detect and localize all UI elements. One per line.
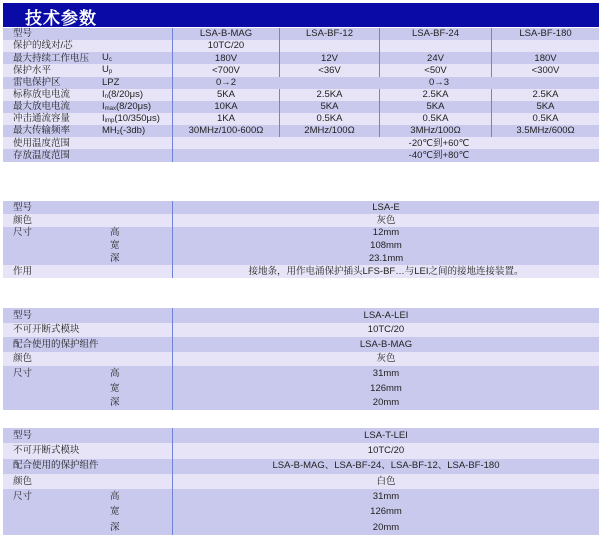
value-cell bbox=[172, 489, 599, 504]
value-cell bbox=[491, 101, 599, 113]
value-cell bbox=[491, 125, 599, 137]
value-cell bbox=[172, 125, 279, 137]
model-header bbox=[379, 28, 491, 40]
value-text: 灰色 bbox=[376, 353, 396, 365]
value-cell bbox=[172, 52, 279, 64]
value-cell bbox=[172, 77, 279, 89]
row-label: 型号 bbox=[13, 429, 33, 441]
value-text: 12mm bbox=[372, 227, 400, 239]
value-cell bbox=[172, 89, 279, 101]
product-table-lsa-e bbox=[3, 201, 599, 278]
value-cell bbox=[379, 64, 491, 76]
row-sublabel: 深 bbox=[110, 253, 120, 265]
value-cell bbox=[172, 520, 599, 535]
model-header bbox=[279, 28, 379, 40]
table-row bbox=[3, 352, 599, 367]
value-text: 白色 bbox=[376, 475, 396, 487]
value-text: 12V bbox=[321, 52, 338, 64]
model-header bbox=[491, 28, 599, 40]
value-cell bbox=[172, 323, 599, 338]
value-cell bbox=[172, 214, 599, 227]
section-header bbox=[3, 3, 599, 27]
value-cell bbox=[172, 113, 279, 125]
value-cell bbox=[379, 125, 491, 137]
value-text: 灰色 bbox=[376, 214, 396, 226]
value-text: 5KA bbox=[426, 101, 445, 113]
value-text: <36V bbox=[318, 64, 341, 76]
value-cell bbox=[172, 201, 599, 214]
value-text: 30MHz/100-600Ω bbox=[188, 125, 264, 137]
value-text: LSA-T-LEI bbox=[364, 429, 408, 441]
value-cell bbox=[379, 113, 491, 125]
table-row bbox=[3, 40, 599, 52]
value-cell bbox=[491, 64, 599, 76]
table-row bbox=[3, 64, 599, 76]
table-row bbox=[3, 459, 599, 474]
table-row bbox=[3, 428, 599, 443]
value-cell bbox=[279, 101, 379, 113]
model-name: LSA-BF-24 bbox=[412, 28, 459, 40]
table-row bbox=[3, 77, 599, 89]
value-text: 10TC/20 bbox=[207, 40, 245, 52]
row-label: 颜色 bbox=[13, 353, 33, 365]
value-cell bbox=[279, 137, 599, 149]
row-label: 型号 bbox=[13, 309, 33, 321]
symbol-rest: (10/350μs) bbox=[114, 113, 160, 125]
value-text: 2.5KA bbox=[316, 89, 343, 101]
symbol-subscript: n bbox=[104, 93, 108, 100]
value-text: LSA-E bbox=[372, 201, 400, 213]
table-row bbox=[3, 504, 599, 519]
symbol-main: I bbox=[102, 88, 105, 100]
table-row bbox=[3, 214, 599, 227]
value-cell bbox=[172, 149, 279, 161]
value-text: 126mm bbox=[370, 382, 402, 394]
value-cell bbox=[172, 428, 599, 443]
table-row bbox=[3, 28, 599, 40]
row-sublabel: 宽 bbox=[110, 382, 120, 394]
value-cell bbox=[279, 125, 379, 137]
value-text: 20mm bbox=[372, 397, 400, 409]
row-symbol bbox=[100, 102, 172, 112]
value-text: 180V bbox=[534, 52, 557, 64]
value-text: 3.5MHz/600Ω bbox=[516, 125, 575, 137]
value-text: 2.5KA bbox=[422, 89, 449, 101]
value-cell bbox=[172, 352, 599, 367]
symbol-rest: (8/20μs) bbox=[107, 88, 144, 100]
table-row bbox=[3, 253, 599, 266]
row-label: 配合使用的保护组件 bbox=[13, 338, 99, 350]
row-label: 颜色 bbox=[13, 214, 33, 226]
row-label: 最大放电电流 bbox=[13, 101, 71, 113]
value-text: 10KA bbox=[214, 101, 238, 113]
product-table-lsa-a-lei bbox=[3, 308, 599, 410]
symbol-main: MH bbox=[102, 125, 117, 137]
value-text: 2.5KA bbox=[532, 89, 559, 101]
table-row bbox=[3, 137, 599, 149]
value-text: LSA-B-MAG bbox=[359, 338, 413, 350]
value-cell bbox=[491, 89, 599, 101]
row-label: 尺寸 bbox=[13, 227, 33, 239]
row-label: 尺寸 bbox=[13, 367, 33, 379]
row-label: 不可开断式模块 bbox=[13, 445, 80, 457]
product-table-lsa-t-lei bbox=[3, 428, 599, 535]
value-cell bbox=[172, 337, 599, 352]
table-row bbox=[3, 489, 599, 504]
table-row bbox=[3, 308, 599, 323]
value-text: 1KA bbox=[217, 113, 235, 125]
value-text: 0→2 bbox=[215, 76, 237, 88]
value-cell bbox=[172, 240, 599, 253]
value-text: 5KA bbox=[217, 89, 235, 101]
value-text: -20℃到+60℃ bbox=[408, 137, 470, 149]
symbol-rest: (-3db) bbox=[119, 125, 146, 137]
value-text: 10TC/20 bbox=[367, 445, 405, 457]
row-sublabel: 宽 bbox=[110, 240, 120, 252]
value-cell bbox=[279, 149, 599, 161]
spec-table bbox=[3, 28, 599, 162]
table-row bbox=[3, 113, 599, 125]
value-text: 接地条，用作电涌保护插头LFS-BF…与LEI之间的接地连接装置。 bbox=[248, 266, 524, 278]
row-label: 保护的线对/芯 bbox=[13, 40, 73, 52]
table-row bbox=[3, 149, 599, 161]
table-row bbox=[3, 366, 599, 381]
row-sublabel: 高 bbox=[110, 227, 120, 239]
value-cell bbox=[172, 474, 599, 489]
row-label: 最大传输频率 bbox=[13, 125, 71, 137]
table-row bbox=[3, 520, 599, 535]
value-text: 2MHz/100Ω bbox=[304, 125, 355, 137]
symbol-subscript: z bbox=[116, 130, 120, 137]
value-cell bbox=[172, 265, 599, 278]
value-cell bbox=[172, 40, 279, 52]
symbol-main: LPZ bbox=[102, 76, 120, 88]
model-name: LSA-BF-12 bbox=[306, 28, 353, 40]
value-text: LSA-A-LEI bbox=[363, 309, 409, 321]
value-text: 23.1mm bbox=[368, 253, 404, 265]
symbol-subscript: p bbox=[108, 69, 113, 76]
table-row bbox=[3, 52, 599, 64]
value-cell bbox=[379, 52, 491, 64]
row-label: 型号 bbox=[13, 28, 33, 40]
table-row bbox=[3, 381, 599, 396]
row-symbol bbox=[100, 65, 172, 75]
table-row bbox=[3, 125, 599, 137]
row-label: 保护水平 bbox=[13, 64, 52, 76]
value-cell bbox=[172, 396, 599, 411]
row-sublabel: 宽 bbox=[110, 506, 120, 518]
model-name: LSA-B-MAG bbox=[199, 28, 253, 40]
value-text: 31mm bbox=[372, 491, 400, 503]
value-text: 180V bbox=[214, 52, 238, 64]
model-name: LSA-BF-180 bbox=[519, 28, 572, 40]
symbol-subscript: imp bbox=[104, 118, 115, 125]
row-label: 冲击通流容量 bbox=[13, 113, 71, 125]
value-text: LSA-B-MAG、LSA-BF-24、LSA-BF-12、LSA-BF-180 bbox=[272, 460, 500, 472]
table-row bbox=[3, 201, 599, 214]
section-title: 技术参数 bbox=[25, 9, 97, 28]
row-label: 存放温度范围 bbox=[13, 149, 71, 161]
row-label: 使用温度范围 bbox=[13, 137, 71, 149]
value-cell bbox=[172, 137, 279, 149]
table-row bbox=[3, 101, 599, 113]
row-label: 最大持续工作电压 bbox=[13, 52, 90, 64]
table-row bbox=[3, 265, 599, 278]
value-cell bbox=[491, 113, 599, 125]
row-label: 标称放电电流 bbox=[13, 89, 71, 101]
value-cell bbox=[491, 40, 599, 52]
symbol-main: U bbox=[102, 64, 109, 76]
value-text: 3MHz/100Ω bbox=[410, 125, 461, 137]
value-cell bbox=[172, 253, 599, 266]
table-row bbox=[3, 474, 599, 489]
value-cell bbox=[279, 77, 599, 89]
value-cell bbox=[379, 101, 491, 113]
row-sublabel: 高 bbox=[110, 491, 120, 503]
row-symbol bbox=[100, 90, 172, 100]
value-text: 5KA bbox=[320, 101, 339, 113]
value-text: 0.5KA bbox=[532, 113, 559, 125]
row-symbol bbox=[100, 114, 172, 124]
symbol-subscript: max bbox=[104, 105, 116, 112]
model-header bbox=[172, 28, 279, 40]
row-label: 作用 bbox=[13, 266, 33, 278]
value-cell bbox=[379, 40, 491, 52]
value-cell bbox=[172, 308, 599, 323]
value-text: <50V bbox=[424, 64, 447, 76]
row-symbol bbox=[100, 53, 172, 63]
value-text: 5KA bbox=[536, 101, 555, 113]
value-text: <700V bbox=[212, 64, 240, 76]
value-text: -40℃到+80℃ bbox=[408, 149, 470, 161]
row-label: 型号 bbox=[13, 201, 33, 213]
symbol-subscript: c bbox=[108, 57, 112, 64]
value-text: 20mm bbox=[372, 521, 400, 533]
value-text: 10TC/20 bbox=[367, 324, 405, 336]
symbol-main: I bbox=[102, 113, 105, 125]
value-cell bbox=[172, 64, 279, 76]
row-label: 尺寸 bbox=[13, 491, 33, 503]
value-text: 31mm bbox=[372, 367, 400, 379]
row-sublabel: 深 bbox=[110, 521, 120, 533]
value-cell bbox=[491, 52, 599, 64]
value-text: <300V bbox=[531, 64, 560, 76]
table-row bbox=[3, 396, 599, 411]
value-cell bbox=[279, 113, 379, 125]
value-cell bbox=[279, 40, 379, 52]
symbol-rest: (8/20μs) bbox=[115, 100, 152, 112]
value-cell bbox=[172, 443, 599, 458]
value-text: 0.5KA bbox=[316, 113, 343, 125]
symbol-main: U bbox=[102, 52, 109, 64]
table-row bbox=[3, 240, 599, 253]
value-text: 108mm bbox=[370, 240, 402, 252]
value-text: 0→3 bbox=[428, 76, 450, 88]
row-symbol bbox=[100, 126, 172, 136]
row-label: 颜色 bbox=[13, 475, 33, 487]
value-cell bbox=[379, 89, 491, 101]
value-cell bbox=[172, 101, 279, 113]
row-label: 配合使用的保护组件 bbox=[13, 460, 99, 472]
table-row bbox=[3, 443, 599, 458]
value-text: 24V bbox=[427, 52, 444, 64]
row-sublabel: 深 bbox=[110, 397, 120, 409]
value-cell bbox=[172, 459, 599, 474]
value-cell bbox=[279, 64, 379, 76]
table-row bbox=[3, 323, 599, 338]
table-row bbox=[3, 337, 599, 352]
value-cell bbox=[172, 504, 599, 519]
table-row bbox=[3, 89, 599, 101]
row-label: 不可开断式模块 bbox=[13, 324, 80, 336]
value-text: 0.5KA bbox=[422, 113, 449, 125]
row-symbol bbox=[100, 78, 172, 88]
row-label: 雷电保护区 bbox=[13, 76, 61, 88]
value-cell bbox=[172, 366, 599, 381]
value-cell bbox=[172, 227, 599, 240]
value-text: 126mm bbox=[370, 506, 402, 518]
value-cell bbox=[279, 89, 379, 101]
value-cell bbox=[279, 52, 379, 64]
value-cell bbox=[172, 381, 599, 396]
table-row bbox=[3, 227, 599, 240]
symbol-main: I bbox=[102, 100, 105, 112]
row-sublabel: 高 bbox=[110, 367, 120, 379]
